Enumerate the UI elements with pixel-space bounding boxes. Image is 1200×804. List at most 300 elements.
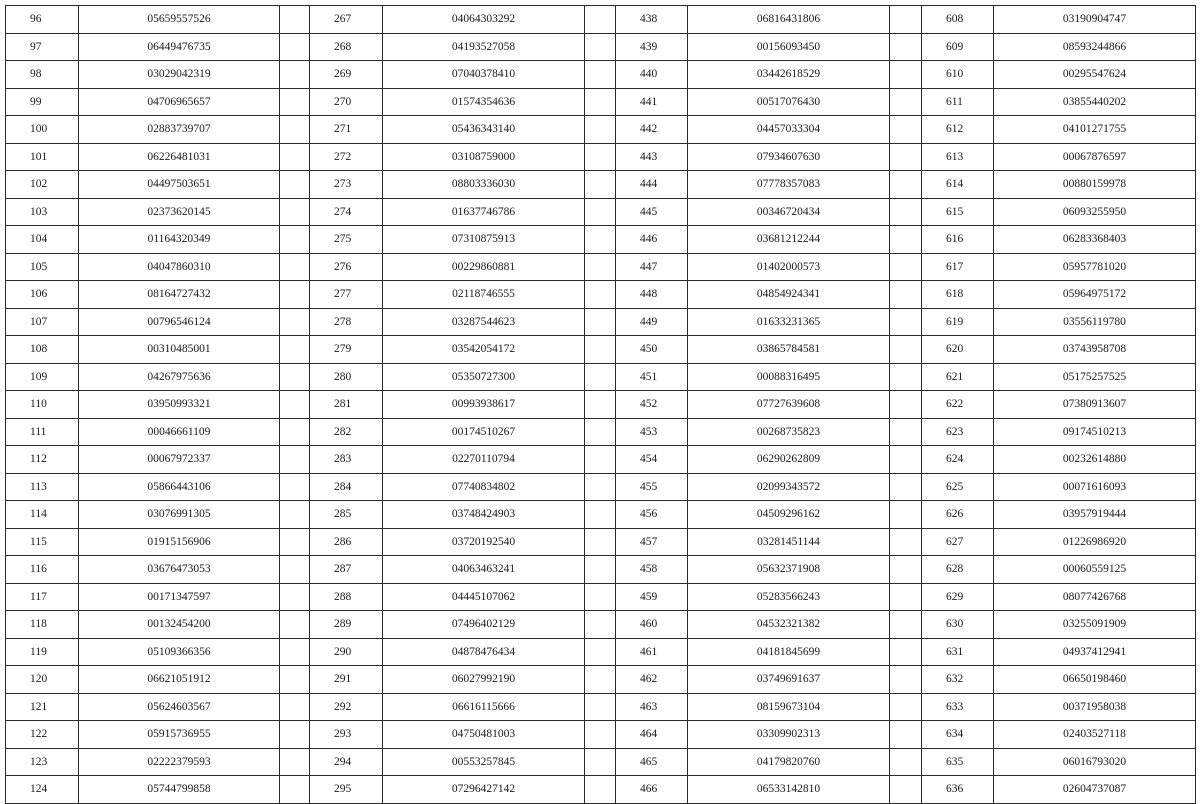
row-number-cell: 458 [616,556,688,584]
code-number-cell: 08593244866 [994,33,1196,61]
code-number-cell: 03855440202 [994,88,1196,116]
row-number-cell: 274 [310,198,383,226]
code-number-cell: 07296427142 [383,776,585,804]
separator-cell [585,473,616,501]
row-number-cell: 631 [922,638,994,666]
table-row [6,611,1196,639]
row-number-cell: 442 [616,116,688,144]
row-number-cell: 289 [310,611,383,639]
row-number-cell: 460 [616,611,688,639]
code-number-cell: 03865784581 [688,336,890,364]
code-number-cell: 05436343140 [383,116,585,144]
row-number-cell: 121 [6,693,79,721]
code-number-cell: 00046661109 [79,418,280,446]
row-number-cell: 456 [616,501,688,529]
row-number-cell: 448 [616,281,688,309]
code-number-cell: 04179820760 [688,748,890,776]
row-number-cell: 465 [616,748,688,776]
code-number-cell: 07934607630 [688,143,890,171]
separator-cell [280,583,310,611]
row-number-cell: 454 [616,446,688,474]
separator-cell [280,308,310,336]
row-number-cell: 103 [6,198,79,226]
separator-cell [280,33,310,61]
code-number-cell: 05744799858 [79,776,280,804]
row-number-cell: 439 [616,33,688,61]
row-number-cell: 464 [616,721,688,749]
table-row [6,418,1196,446]
code-number-cell: 00993938617 [383,391,585,419]
code-number-cell: 00346720434 [688,198,890,226]
row-number-cell: 447 [616,253,688,281]
separator-cell [890,418,922,446]
row-number-cell: 110 [6,391,79,419]
separator-cell [280,61,310,89]
row-number-cell: 270 [310,88,383,116]
row-number-cell: 452 [616,391,688,419]
code-number-cell: 03029042319 [79,61,280,89]
separator-cell [280,198,310,226]
row-number-cell: 123 [6,748,79,776]
code-number-cell: 03542054172 [383,336,585,364]
row-number-cell: 285 [310,501,383,529]
code-number-cell: 02222379593 [79,748,280,776]
table-row [6,776,1196,804]
row-number-cell: 112 [6,446,79,474]
number-list-table [5,5,1196,804]
row-number-cell: 614 [922,171,994,199]
code-number-cell: 08164727432 [79,281,280,309]
code-number-cell: 04532321382 [688,611,890,639]
row-number-cell: 280 [310,363,383,391]
separator-cell [890,6,922,34]
row-number-cell: 272 [310,143,383,171]
separator-cell [585,363,616,391]
code-number-cell: 04267975636 [79,363,280,391]
row-number-cell: 281 [310,391,383,419]
row-number-cell: 443 [616,143,688,171]
table-row [6,308,1196,336]
code-number-cell: 00067876597 [994,143,1196,171]
code-number-cell: 06533142810 [688,776,890,804]
row-number-cell: 457 [616,528,688,556]
row-number-cell: 120 [6,666,79,694]
separator-cell [890,171,922,199]
code-number-cell: 06816431806 [688,6,890,34]
separator-cell [585,198,616,226]
separator-cell [280,391,310,419]
code-number-cell: 04047860310 [79,253,280,281]
code-number-cell: 03255091909 [994,611,1196,639]
table-row [6,253,1196,281]
row-number-cell: 286 [310,528,383,556]
row-number-cell: 117 [6,583,79,611]
code-number-cell: 02099343572 [688,473,890,501]
code-number-cell: 00295547624 [994,61,1196,89]
row-number-cell: 294 [310,748,383,776]
separator-cell [585,528,616,556]
code-number-cell: 05659557526 [79,6,280,34]
row-number-cell: 632 [922,666,994,694]
row-number-cell: 610 [922,61,994,89]
row-number-cell: 268 [310,33,383,61]
separator-cell [585,253,616,281]
code-number-cell: 07727639608 [688,391,890,419]
code-number-cell: 08159673104 [688,693,890,721]
row-number-cell: 97 [6,33,79,61]
code-number-cell: 04063463241 [383,556,585,584]
separator-cell [585,446,616,474]
code-number-cell: 05350727300 [383,363,585,391]
code-number-cell: 05915736955 [79,721,280,749]
separator-cell [890,638,922,666]
code-number-cell: 01915156906 [79,528,280,556]
separator-cell [280,693,310,721]
row-number-cell: 608 [922,6,994,34]
row-number-cell: 114 [6,501,79,529]
row-number-cell: 283 [310,446,383,474]
row-number-cell: 618 [922,281,994,309]
code-number-cell: 00310485001 [79,336,280,364]
separator-cell [280,748,310,776]
row-number-cell: 466 [616,776,688,804]
row-number-cell: 295 [310,776,383,804]
code-number-cell: 02604737087 [994,776,1196,804]
row-number-cell: 292 [310,693,383,721]
code-number-cell: 03108759000 [383,143,585,171]
code-number-cell: 03748424903 [383,501,585,529]
row-number-cell: 277 [310,281,383,309]
separator-cell [585,61,616,89]
code-number-cell: 09174510213 [994,418,1196,446]
code-number-cell: 03950993321 [79,391,280,419]
table-row [6,446,1196,474]
separator-cell [890,391,922,419]
code-number-cell: 05624603567 [79,693,280,721]
separator-cell [585,501,616,529]
table-row [6,61,1196,89]
row-number-cell: 624 [922,446,994,474]
table-row [6,281,1196,309]
code-number-cell: 04706965657 [79,88,280,116]
row-number-cell: 279 [310,336,383,364]
separator-cell [585,638,616,666]
table-row [6,88,1196,116]
row-number-cell: 627 [922,528,994,556]
separator-cell [585,6,616,34]
code-number-cell: 02118746555 [383,281,585,309]
code-number-cell: 00067972337 [79,446,280,474]
code-number-cell: 06616115666 [383,693,585,721]
row-number-cell: 617 [922,253,994,281]
row-number-cell: 630 [922,611,994,639]
code-number-cell: 04497503651 [79,171,280,199]
row-number-cell: 463 [616,693,688,721]
row-number-cell: 444 [616,171,688,199]
separator-cell [890,88,922,116]
row-number-cell: 455 [616,473,688,501]
row-number-cell: 440 [616,61,688,89]
separator-cell [280,501,310,529]
code-number-cell: 04457033304 [688,116,890,144]
code-number-cell: 01637746786 [383,198,585,226]
row-number-cell: 288 [310,583,383,611]
separator-cell [890,666,922,694]
separator-cell [585,748,616,776]
code-number-cell: 05964975172 [994,281,1196,309]
row-number-cell: 441 [616,88,688,116]
row-number-cell: 449 [616,308,688,336]
row-number-cell: 616 [922,226,994,254]
row-number-cell: 107 [6,308,79,336]
code-number-cell: 03749691637 [688,666,890,694]
separator-cell [585,418,616,446]
code-number-cell: 00796546124 [79,308,280,336]
code-number-cell: 06226481031 [79,143,280,171]
separator-cell [585,88,616,116]
code-number-cell: 04101271755 [994,116,1196,144]
separator-cell [890,611,922,639]
row-number-cell: 116 [6,556,79,584]
table-row [6,116,1196,144]
separator-cell [280,6,310,34]
row-number-cell: 615 [922,198,994,226]
row-number-cell: 119 [6,638,79,666]
row-number-cell: 269 [310,61,383,89]
table-row [6,666,1196,694]
code-number-cell: 01164320349 [79,226,280,254]
row-number-cell: 445 [616,198,688,226]
separator-cell [280,116,310,144]
row-number-cell: 626 [922,501,994,529]
code-number-cell: 02270110794 [383,446,585,474]
code-number-cell: 07040378410 [383,61,585,89]
row-number-cell: 104 [6,226,79,254]
separator-cell [280,528,310,556]
row-number-cell: 450 [616,336,688,364]
row-number-cell: 284 [310,473,383,501]
code-number-cell: 00088316495 [688,363,890,391]
row-number-cell: 461 [616,638,688,666]
table-row [6,721,1196,749]
code-number-cell: 05866443106 [79,473,280,501]
row-number-cell: 278 [310,308,383,336]
separator-cell [890,501,922,529]
code-number-cell: 00132454200 [79,611,280,639]
separator-cell [890,363,922,391]
table-row [6,473,1196,501]
separator-cell [280,226,310,254]
code-number-cell: 06290262809 [688,446,890,474]
code-number-cell: 08077426768 [994,583,1196,611]
separator-cell [280,556,310,584]
separator-cell [280,363,310,391]
row-number-cell: 282 [310,418,383,446]
separator-cell [585,693,616,721]
row-number-cell: 109 [6,363,79,391]
code-number-cell: 01574354636 [383,88,585,116]
row-number-cell: 290 [310,638,383,666]
code-number-cell: 00071616093 [994,473,1196,501]
table-row [6,501,1196,529]
code-number-cell: 07496402129 [383,611,585,639]
code-number-cell: 00268735823 [688,418,890,446]
row-number-cell: 623 [922,418,994,446]
row-number-cell: 462 [616,666,688,694]
separator-cell [585,666,616,694]
separator-cell [280,446,310,474]
separator-cell [280,281,310,309]
separator-cell [280,88,310,116]
separator-cell [585,116,616,144]
table-row [6,226,1196,254]
code-number-cell: 03287544623 [383,308,585,336]
row-number-cell: 98 [6,61,79,89]
row-number-cell: 293 [310,721,383,749]
row-number-cell: 453 [616,418,688,446]
table-row [6,391,1196,419]
code-number-cell: 00232614880 [994,446,1196,474]
separator-cell [890,308,922,336]
row-number-cell: 619 [922,308,994,336]
code-number-cell: 08803336030 [383,171,585,199]
row-number-cell: 99 [6,88,79,116]
separator-cell [890,61,922,89]
row-number-cell: 273 [310,171,383,199]
separator-cell [890,226,922,254]
row-number-cell: 105 [6,253,79,281]
code-number-cell: 01402000573 [688,253,890,281]
separator-cell [585,583,616,611]
code-number-cell: 03190904747 [994,6,1196,34]
row-number-cell: 613 [922,143,994,171]
code-number-cell: 06027992190 [383,666,585,694]
separator-cell [890,748,922,776]
separator-cell [890,721,922,749]
code-number-cell: 00156093450 [688,33,890,61]
separator-cell [890,583,922,611]
code-number-cell: 04750481003 [383,721,585,749]
code-number-cell: 03681212244 [688,226,890,254]
separator-cell [585,226,616,254]
row-number-cell: 276 [310,253,383,281]
row-number-cell: 635 [922,748,994,776]
row-number-cell: 459 [616,583,688,611]
code-number-cell: 06016793020 [994,748,1196,776]
separator-cell [280,418,310,446]
table-row [6,143,1196,171]
code-number-cell: 05175257525 [994,363,1196,391]
code-number-cell: 03309902313 [688,721,890,749]
row-number-cell: 271 [310,116,383,144]
separator-cell [890,116,922,144]
separator-cell [585,611,616,639]
code-number-cell: 07380913607 [994,391,1196,419]
row-number-cell: 287 [310,556,383,584]
table-row [6,6,1196,34]
row-number-cell: 629 [922,583,994,611]
code-number-cell: 06283368403 [994,226,1196,254]
code-number-cell: 04878476434 [383,638,585,666]
code-number-cell: 03442618529 [688,61,890,89]
code-number-cell: 00371958038 [994,693,1196,721]
table-row [6,528,1196,556]
row-number-cell: 609 [922,33,994,61]
table-row [6,33,1196,61]
code-number-cell: 05109366356 [79,638,280,666]
table-row [6,171,1196,199]
row-number-cell: 438 [616,6,688,34]
row-number-cell: 628 [922,556,994,584]
separator-cell [585,556,616,584]
separator-cell [585,171,616,199]
separator-cell [890,693,922,721]
row-number-cell: 446 [616,226,688,254]
separator-cell [280,666,310,694]
separator-cell [280,143,310,171]
row-number-cell: 267 [310,6,383,34]
row-number-cell: 101 [6,143,79,171]
code-number-cell: 00880159978 [994,171,1196,199]
code-number-cell: 06449476735 [79,33,280,61]
code-number-cell: 04854924341 [688,281,890,309]
code-number-cell: 06093255950 [994,198,1196,226]
table-row [6,363,1196,391]
table-row [6,198,1196,226]
table-row [6,693,1196,721]
table-row [6,556,1196,584]
code-number-cell: 02403527118 [994,721,1196,749]
code-number-cell: 07310875913 [383,226,585,254]
code-number-cell: 03720192540 [383,528,585,556]
table-row [6,748,1196,776]
row-number-cell: 620 [922,336,994,364]
code-number-cell: 02373620145 [79,198,280,226]
code-number-cell: 03957919444 [994,501,1196,529]
separator-cell [280,336,310,364]
code-number-cell: 04193527058 [383,33,585,61]
code-number-cell: 00553257845 [383,748,585,776]
separator-cell [585,776,616,804]
row-number-cell: 115 [6,528,79,556]
code-number-cell: 00171347597 [79,583,280,611]
separator-cell [280,776,310,804]
row-number-cell: 636 [922,776,994,804]
code-number-cell: 06621051912 [79,666,280,694]
row-number-cell: 122 [6,721,79,749]
row-number-cell: 622 [922,391,994,419]
code-number-cell: 03556119780 [994,308,1196,336]
separator-cell [280,253,310,281]
row-number-cell: 611 [922,88,994,116]
code-number-cell: 04445107062 [383,583,585,611]
code-number-cell: 05957781020 [994,253,1196,281]
separator-cell [280,638,310,666]
code-number-cell: 07740834802 [383,473,585,501]
separator-cell [890,556,922,584]
row-number-cell: 111 [6,418,79,446]
separator-cell [280,171,310,199]
code-number-cell: 01226986920 [994,528,1196,556]
table-row [6,336,1196,364]
separator-cell [585,391,616,419]
row-number-cell: 106 [6,281,79,309]
code-number-cell: 00229860881 [383,253,585,281]
separator-cell [280,611,310,639]
separator-cell [890,253,922,281]
separator-cell [585,143,616,171]
code-number-cell: 02883739707 [79,116,280,144]
